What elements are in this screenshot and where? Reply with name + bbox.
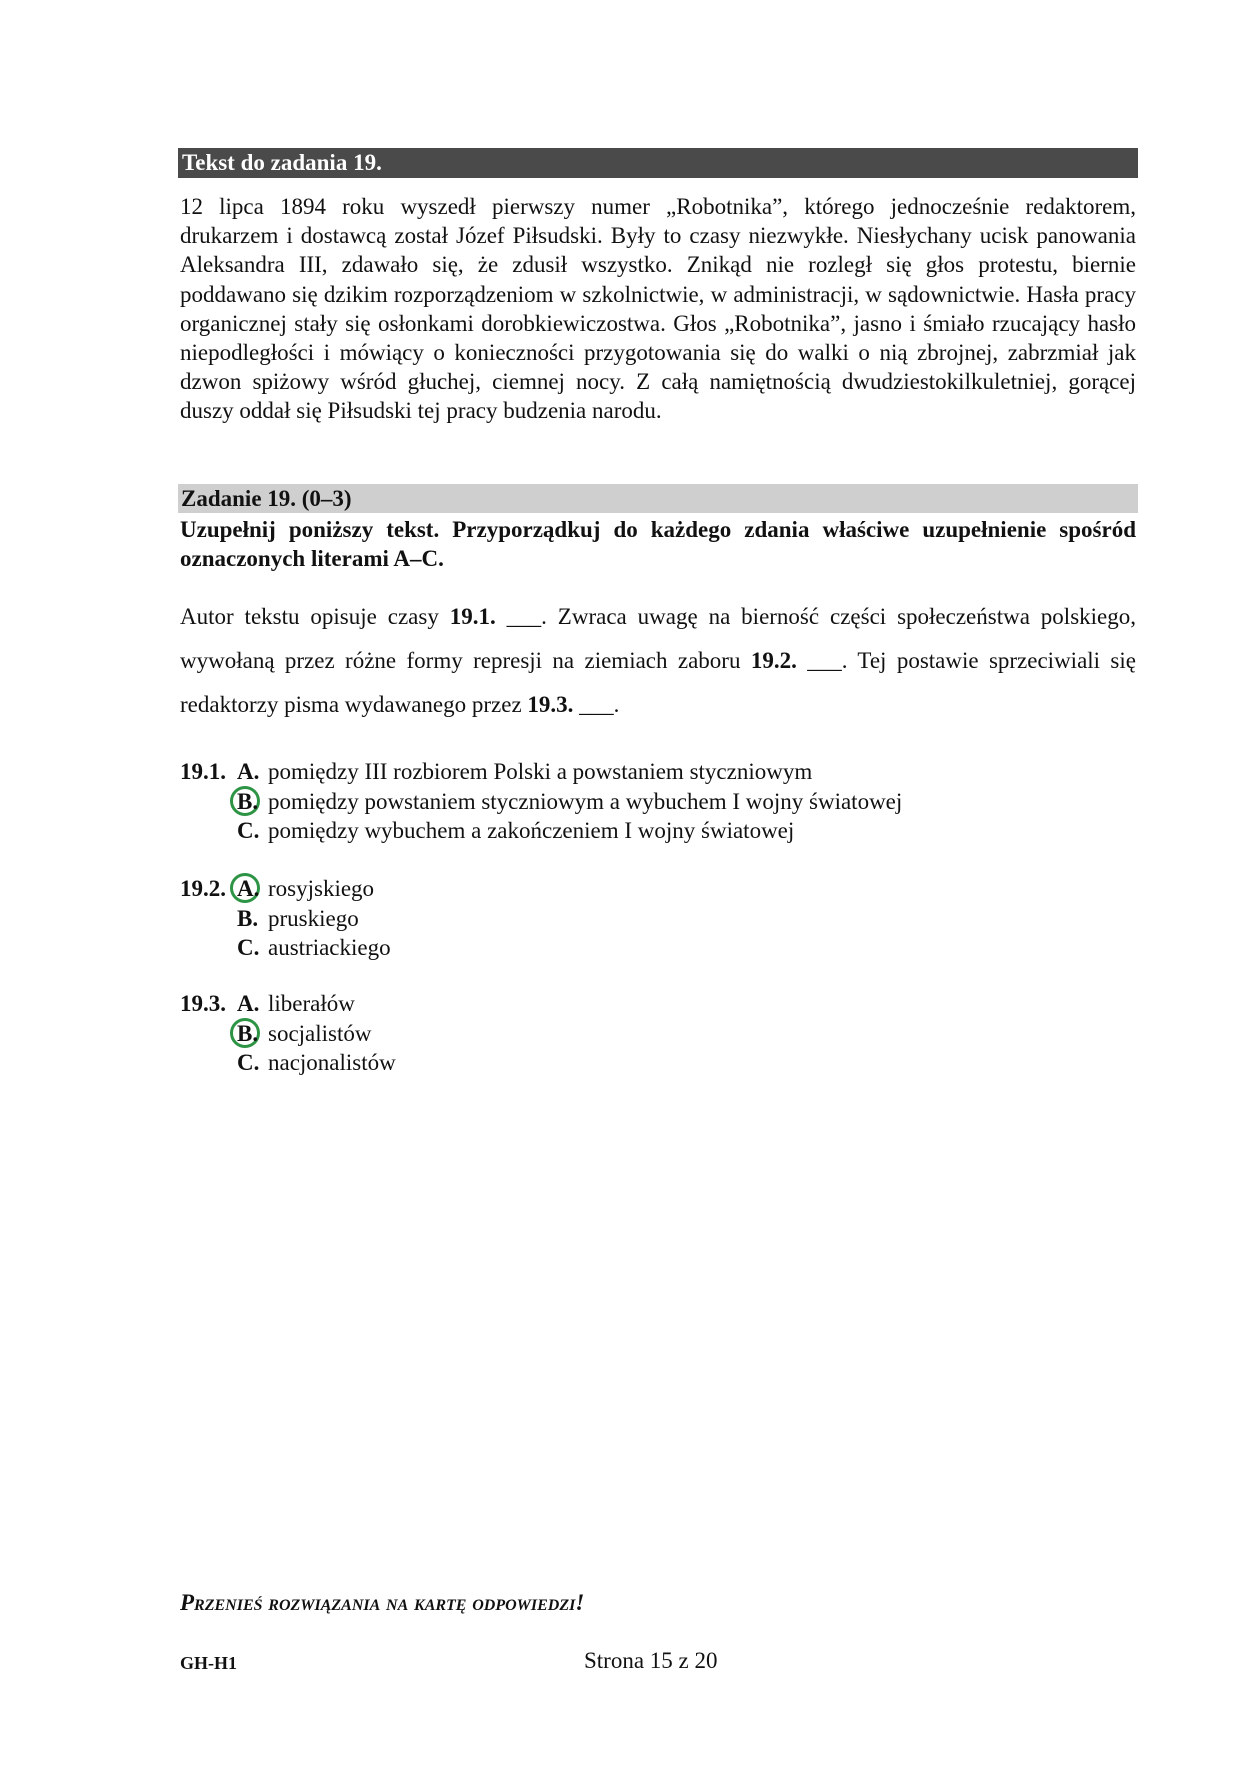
option-text: liberałów: [268, 991, 355, 1016]
option-row[interactable]: [180, 1048, 1080, 1078]
option-letter: B.: [237, 1020, 259, 1046]
option-text: rosyjskiego: [268, 876, 375, 901]
blank-19-3[interactable]: ___: [579, 692, 614, 717]
option-row[interactable]: [180, 989, 1080, 1019]
option-row[interactable]: [180, 816, 1080, 846]
option-letter: C.: [237, 818, 260, 843]
passage-text: 12 lipca 1894 roku wyszedł pierwszy numer „Robotnika”, którego jednocześnie redaktorem, drukarzem i dostawcą został Józef Piłsudski. Były to czasy niezwykłe. Niesłychany ucisk panowania Aleksandra III, zdawało się, że zdusił wszystko. Znikąd nie rozległ się głos protestu, biernie poddawano się dzikim rozporządzeniom w szkolnictwie, w administracji, w sądownictwie. Hasła pracy organicznej stały się osłonkami dorobkiewiczostwa. Głos „Robotnika”, jasno i śmiało rzucający hasło niepodległości i mówiący o konieczności przygotowania się do walki o nią zbrojnej, zabrzmiał jak dzwon spiżowy wśród głuchej, ciemnej nocy. Z całą namiętnością dwudziestokilkuletniej, gorącej duszy oddał się Piłsudski tej pracy budzenia narodu.: [180, 194, 1136, 424]
option-text: pomiędzy III rozbiorem Polski a powstaniem styczniowym: [268, 759, 813, 784]
transfer-answers-note: Przenieś rozwiązania na kartę odpowiedzi!: [180, 1590, 585, 1615]
option-letter: B.: [237, 905, 259, 931]
option-row[interactable]: [180, 933, 1080, 963]
option-letter: C.: [237, 935, 260, 960]
question-19-1: [180, 757, 1080, 846]
task-instruction: [180, 515, 1136, 573]
option-text: pruskiego: [268, 905, 359, 931]
fill-end: .: [613, 692, 620, 717]
option-letter: C.: [237, 1050, 260, 1075]
question-number: 19.1.: [180, 759, 226, 784]
option-row[interactable]: [180, 787, 1080, 817]
fill-ref-19-3: 19.3.: [527, 692, 574, 717]
fill-part-3: . Tej postawie sprzeciwiali się redaktorzy pisma wydawanego przez: [180, 648, 1136, 717]
option-row[interactable]: [180, 757, 1080, 787]
source-passage: [180, 192, 1136, 426]
option-text: austriackiego: [268, 935, 391, 960]
blank-19-2[interactable]: ___: [807, 648, 842, 673]
question-number: 19.3.: [180, 991, 226, 1016]
fill-part-1: Autor tekstu opisuje czasy: [180, 604, 450, 629]
text-header: Tekst do zadania 19.: [178, 148, 1138, 178]
option-text: pomiędzy powstaniem styczniowym a wybuchem I wojny światowej: [268, 788, 903, 814]
option-row[interactable]: [180, 874, 1080, 904]
option-letter: A.: [237, 991, 260, 1016]
fill-in-text: [180, 595, 1136, 727]
blank-19-1[interactable]: ___: [506, 604, 542, 629]
fill-ref-19-2: 19.2.: [750, 648, 797, 673]
option-text: pomiędzy wybuchem a zakończeniem I wojny światowej: [268, 818, 795, 843]
option-text: nacjonalistów: [268, 1050, 396, 1075]
option-letter: B.: [237, 788, 259, 814]
fill-part-2: . Zwraca uwagę na bierność części społeczeństwa polskiego, wywołaną przez różne formy represji na ziemiach zaboru: [180, 604, 1137, 673]
instruction-text: Uzupełnij poniższy tekst. Przyporządkuj do każdego zdania właściwe uzupełnienie spośród oznaczonych literami A–C.: [180, 517, 1136, 571]
question-19-2: [180, 874, 1080, 963]
fill-ref-19-1: 19.1.: [449, 604, 496, 629]
option-text: socjalistów: [268, 1020, 372, 1046]
question-number: 19.2.: [180, 876, 226, 901]
option-row[interactable]: [180, 1019, 1080, 1049]
question-19-3: [180, 989, 1080, 1078]
page-number: Strona 15 z 20: [584, 1648, 718, 1673]
option-letter: A.: [237, 759, 260, 784]
task-header: Zadanie 19. (0–3): [178, 484, 1138, 513]
option-row[interactable]: [180, 904, 1080, 934]
option-letter: A.: [237, 876, 260, 901]
exam-code: GH-H1: [180, 1653, 237, 1673]
fill-in-paragraph: [180, 595, 1136, 727]
